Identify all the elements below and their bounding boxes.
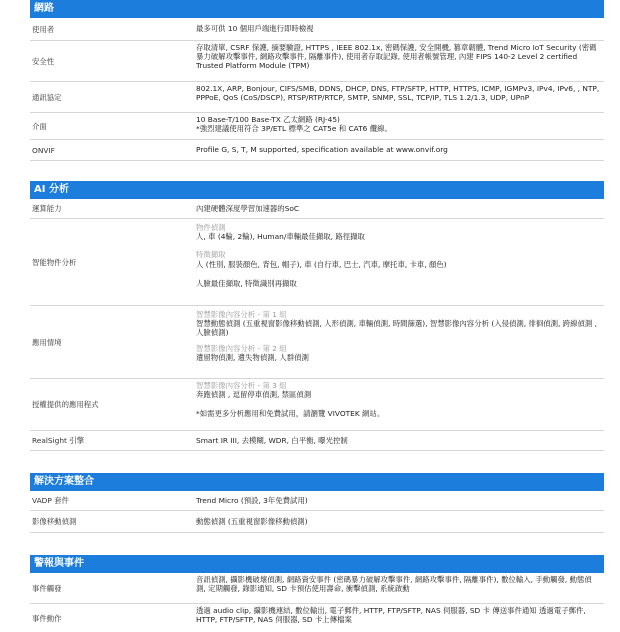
spec-row-onvif [30, 140, 604, 161]
row-label: 事件觸發 [32, 583, 62, 593]
ai-section [30, 181, 604, 451]
spec-row-licensed-apps [30, 379, 604, 431]
spec-page [30, 0, 604, 632]
group-text: 人臉最佳擷取, 特徵識別再擷取 [196, 278, 297, 288]
spec-row-event-trigger [30, 573, 604, 604]
spec-row-object-analysis [30, 219, 604, 306]
group-title: 智慧影像內容分析 - 第 3 組 [196, 381, 287, 390]
spec-row-security [30, 41, 604, 82]
group-text: 人, 車 (4輪, 2輪), Human/車輛最佳擷取, 路徑擷取 [196, 232, 365, 242]
row-value: 10 Base-T/100 Base-TX 乙太網路 (RJ-45) [196, 115, 340, 124]
spec-row-event-action [30, 604, 604, 632]
row-value: 透過 audio clip, 攝影機連結, 數位輸出, 電子郵件, HTTP, FTP/SFTP, NAS 伺服器, SD 卡 傳送事件通知 透過電子郵件, HTTP, FTP/SFTP, NAS 伺服器, SD 卡上傳檔案 [196, 606, 586, 625]
row-value: 最多可供 10 個用戶端進行即時檢視 [196, 24, 314, 34]
spec-row-protocols [30, 82, 604, 113]
spec-row-compute [30, 199, 604, 219]
group-title: 物件偵測 [196, 223, 226, 232]
row-value-note: *強烈建議使用符合 3P/ETL 標準之 CAT5e 和 CAT6 纜線。 [196, 124, 392, 134]
row-label: 通訊協定 [32, 92, 62, 102]
network-header: 網路 [30, 0, 604, 18]
spec-row-applications [30, 306, 604, 379]
row-label: ONVIF [32, 145, 55, 155]
group-title: 特徵擷取 [196, 250, 226, 260]
row-label: 運算能力 [32, 204, 62, 213]
row-label: VADP 套件 [32, 496, 69, 505]
row-label: 智能物件分析 [32, 257, 77, 267]
group-title: 智慧影像內容分析 - 第 1 組 [196, 310, 287, 319]
row-label: 應用情境 [32, 337, 62, 347]
row-label: 使用者 [32, 24, 55, 34]
row-value: 動態偵測 (五重視窗影像移動偵測) [196, 516, 308, 526]
row-label: 安全性 [32, 56, 55, 66]
spec-row-motion-detection [30, 511, 604, 533]
group-text: 遺留物偵測, 遺失物偵測, 人群偵測 [196, 352, 309, 362]
row-value: Smart IR III, 去模糊, WDR, 白平衡, 曝光控制 [196, 435, 348, 445]
group-text: 奔跑偵測 , 逗留停車偵測, 禁區偵測 [196, 390, 312, 400]
row-value: 802.1X, ARP, Bonjour, CIFS/SMB, DDNS, DHCP, DNS, FTP/SFTP, HTTP, HTTPS, ICMP, IGMPv3, IPv4, IPv6, , NTP, PPPoE, QoS (CoS/DSCP), RTSP/RTP/RTCP, SMTP, SNMP, SSL, TCP/IP, TLS 1.2/1.3, UDP, UPnP [196, 84, 600, 103]
spec-row-interface [30, 113, 604, 140]
row-label: 授權提供的應用程式 [32, 400, 99, 409]
row-value: 音訊偵測, 攝影機破壞偵測, 網路資安事件 (密碼暴力破解攻擊事件, 網路攻擊事件, 隔離事件), 數位輸入, 手動觸發, 動態偵測, 定期觸發, 錄影通知, SD 卡預估使用壽命, 衝擊偵測, 系統啟動 [196, 575, 592, 594]
spec-row-vadp [30, 491, 604, 511]
ai-header: AI 分析 [30, 181, 604, 199]
spec-row-users [30, 18, 604, 41]
network-section [30, 0, 604, 161]
solution-section [30, 473, 604, 533]
group-title: 智慧影像內容分析 - 第 2 組 [196, 343, 287, 353]
solution-header: 解決方案整合 [30, 473, 604, 491]
row-label: 介面 [32, 121, 47, 131]
spec-row-realsight [30, 431, 604, 451]
group-text: 智慧動態偵測 (五重視窗影像移動偵測, 人形偵測, 車輛偵測, 時間篩選), 智慧影像內容分析 (入侵偵測, 徘徊偵測, 跨線偵測 , 人臉偵測) [196, 319, 597, 338]
alarm-header: 警報與事件 [30, 555, 604, 573]
row-label: RealSight 引擎 [32, 436, 85, 445]
row-value: 存取清單, CSRF 保護, 摘要驗證, HTTPS , IEEE 802.1x, 密碼保護, 安全開機, 篡章韌體, Trend Micro IoT Security (密碼暴力破解攻擊事件, 網路攻擊事件, 隔離事件), 使用者存取記錄, 使用者帳號管理, 內建 FIPS 140-2 Level 2 certified Trusted Platform Module (TPM) [196, 43, 597, 71]
row-value: 內建硬體深度學習加速器的SoC [196, 203, 300, 213]
row-value: Profile G, S, T, M supported, specification available at www.onvif.org [196, 145, 448, 155]
row-value: Trend Micro (預設, 3年免費試用) [196, 495, 308, 505]
group-text: 人 (性別, 服裝顏色, 背包, 帽子), 車 (自行車, 巴士, 汽車, 摩托車, 卡車, 顏色) [196, 259, 447, 269]
group-text: *如需更多分析應用和免費試用，請瀏覽 VIVOTEK 網站。 [196, 409, 385, 419]
row-label: 影像移動偵測 [32, 517, 77, 526]
alarm-section [30, 555, 604, 632]
row-label: 事件動作 [32, 613, 62, 623]
